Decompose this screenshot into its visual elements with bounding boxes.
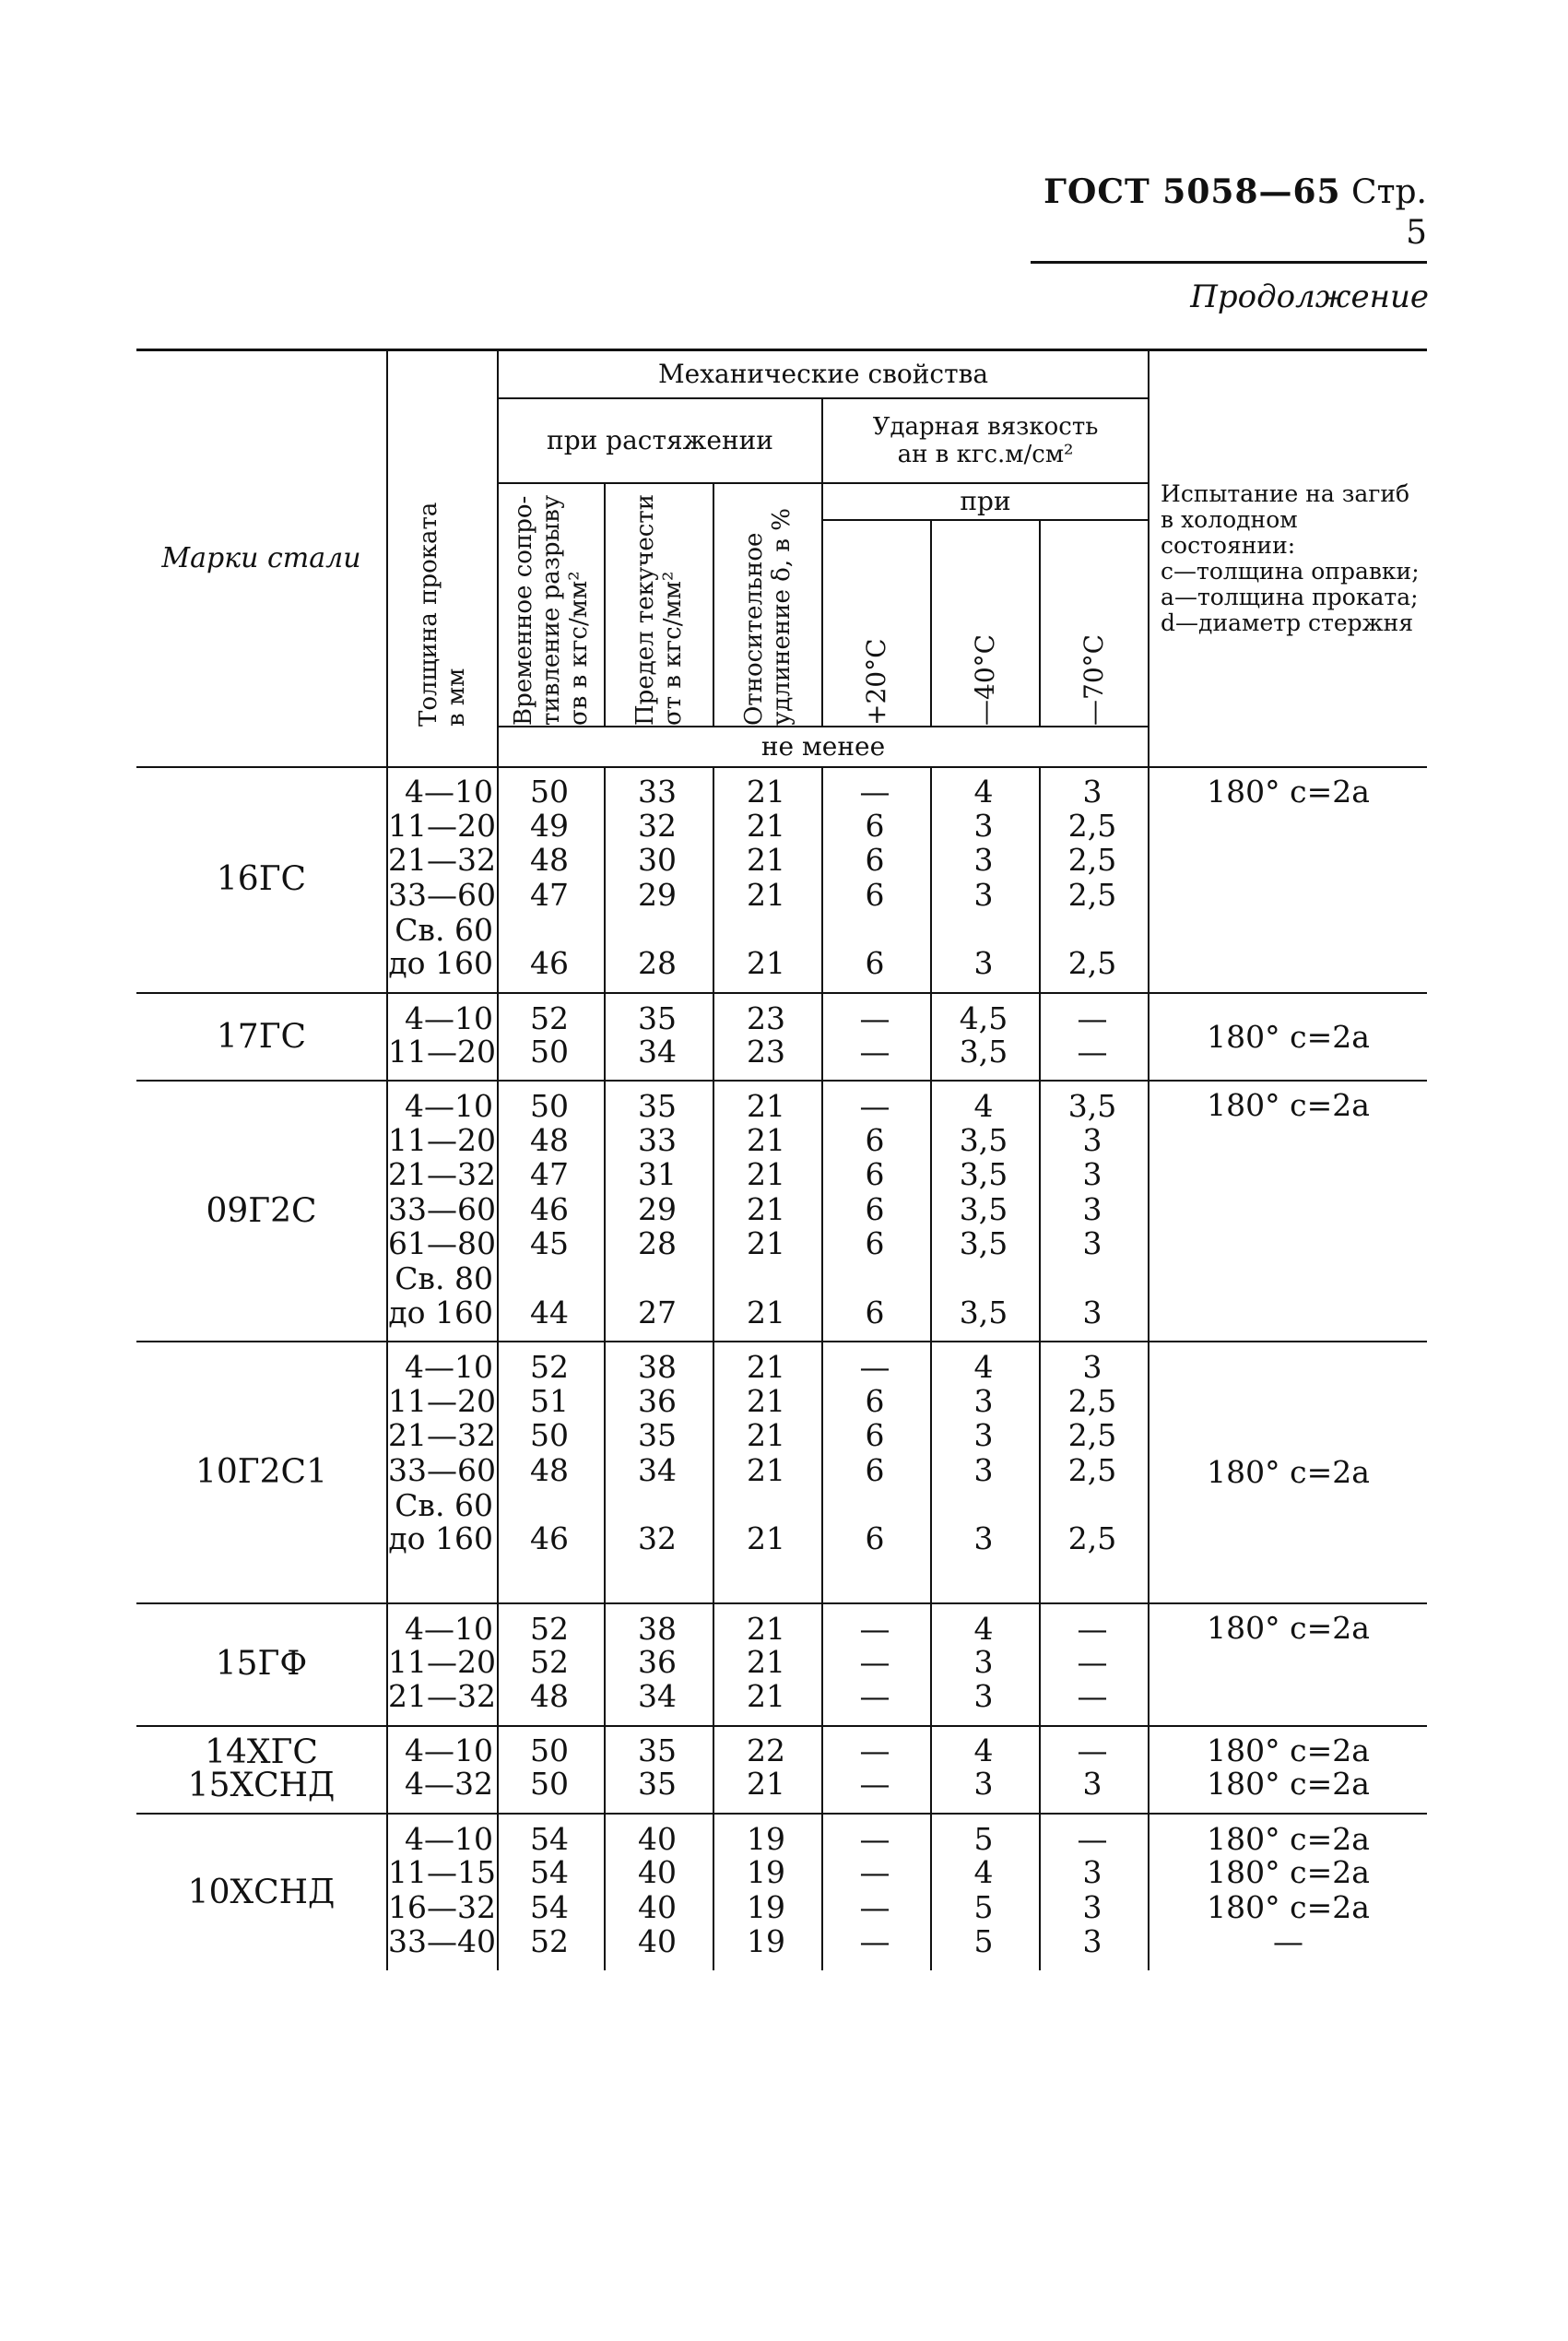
yield-point-cell: 36 — [605, 1384, 713, 1419]
thickness-cell: 11—20 — [387, 809, 498, 844]
elongation-cell: 21 — [713, 878, 822, 913]
yield-point-cell: 40 — [605, 1890, 713, 1925]
elongation-cell: 21 — [713, 844, 822, 879]
impact-plus20-cell: — — [822, 1680, 931, 1726]
tensile-strength-cell: 49 — [498, 809, 605, 844]
impact-minus70-cell: 2,5 — [1040, 947, 1149, 993]
impact-plus20-cell: 6 — [822, 1227, 931, 1262]
impact-strength-header: Ударная вязкость aн в кгс.м/см² — [822, 398, 1149, 483]
tensile-strength-cell: 45 — [498, 1227, 605, 1262]
impact-minus40-cell — [931, 1261, 1040, 1296]
tensile-strength-cell: 48 — [498, 844, 605, 879]
impact-minus40-cell: 5 — [931, 1814, 1040, 1856]
yield-point-cell: 29 — [605, 1192, 713, 1227]
thickness-cell: Св. 60 — [387, 1488, 498, 1523]
steel-brand: 14ХГС 15ХСНД — [136, 1726, 387, 1814]
elongation-cell: 21 — [713, 1157, 822, 1192]
impact-minus70-cell: — — [1040, 1603, 1149, 1646]
elongation-header: Относительное удлинение δ, в % — [713, 483, 822, 727]
impact-plus20-cell: — — [822, 1890, 931, 1925]
impact-minus40-cell: 4 — [931, 1081, 1040, 1123]
impact-plus20-cell: — — [822, 1925, 931, 1971]
elongation-cell: 21 — [713, 1453, 822, 1488]
thickness-cell: 11—20 — [387, 1384, 498, 1419]
thickness-cell: 11—20 — [387, 1035, 498, 1082]
elongation-cell: 19 — [713, 1856, 822, 1891]
impact-plus20-cell: — — [822, 1035, 931, 1082]
tensile-strength-cell: 50 — [498, 1035, 605, 1082]
impact-plus20-cell: — — [822, 993, 931, 1035]
steel-brand: 17ГС — [136, 993, 387, 1081]
thickness-cell: 33—60 — [387, 1453, 498, 1488]
yield-point-cell: 34 — [605, 1035, 713, 1082]
elongation-cell: 21 — [713, 1192, 822, 1227]
impact-plus20-cell: 6 — [822, 1419, 931, 1454]
elongation-cell: 21 — [713, 1296, 822, 1342]
bend-test-cell: 180° с=2а — [1149, 1081, 1427, 1342]
thickness-cell: до 160 — [387, 1522, 498, 1603]
impact-plus20-cell: — — [822, 1646, 931, 1681]
tension-header: при растяжении — [498, 398, 822, 483]
bend-test-cell: 180° с=2а — [1149, 1814, 1427, 1856]
yield-point-cell: 40 — [605, 1925, 713, 1971]
bend-test-cell: 180° с=2а — [1149, 1342, 1427, 1603]
tensile-strength-cell: 50 — [498, 767, 605, 810]
tensile-strength-cell: 47 — [498, 1157, 605, 1192]
thickness-cell: 4—10 — [387, 1726, 498, 1768]
impact-minus40-cell: 3,5 — [931, 1296, 1040, 1342]
tensile-strength-cell: 52 — [498, 1925, 605, 1971]
impact-plus20-cell: — — [822, 1726, 931, 1768]
elongation-cell: 22 — [713, 1726, 822, 1768]
yield-point-cell: 35 — [605, 1768, 713, 1814]
impact-plus20-cell: 6 — [822, 878, 931, 913]
impact-minus70-cell: — — [1040, 1726, 1149, 1768]
tensile-strength-cell: 50 — [498, 1768, 605, 1814]
tensile-strength-cell: 52 — [498, 1342, 605, 1384]
thickness-cell: 33—60 — [387, 1192, 498, 1227]
thickness-header-gap — [387, 727, 498, 767]
bend-test-header: Испытание на загиб в холодном состоянии: с—толщина оправки; а—толщина проката; d—диаметр стержня — [1149, 350, 1427, 767]
temp-minus70-header: —70°С — [1040, 520, 1149, 727]
impact-plus20-cell: 6 — [822, 1522, 931, 1603]
tensile-strength-cell: 48 — [498, 1123, 605, 1158]
thickness-cell: 21—32 — [387, 1680, 498, 1726]
impact-minus70-cell: 3 — [1040, 1342, 1149, 1384]
impact-minus40-cell: 3,5 — [931, 1227, 1040, 1262]
impact-plus20-cell — [822, 913, 931, 948]
impact-minus40-cell: 3 — [931, 878, 1040, 913]
tensile-strength-cell: 52 — [498, 993, 605, 1035]
thickness-cell: 4—32 — [387, 1768, 498, 1814]
tensile-strength-cell: 51 — [498, 1384, 605, 1419]
thickness-cell: 21—32 — [387, 1157, 498, 1192]
impact-minus70-cell: — — [1040, 1680, 1149, 1726]
impact-minus70-cell: — — [1040, 1035, 1149, 1082]
impact-minus70-cell: 3 — [1040, 1925, 1149, 1971]
yield-point-cell: 33 — [605, 1123, 713, 1158]
thickness-cell: 4—10 — [387, 1814, 498, 1856]
yield-point-header: Предел текучести σт в кгс/мм² — [605, 483, 713, 727]
impact-minus40-cell: 3 — [931, 1768, 1040, 1814]
bend-test-cell: 180° с=2а — [1149, 1768, 1427, 1814]
yield-point-cell — [605, 913, 713, 948]
impact-minus40-cell: 3 — [931, 1646, 1040, 1681]
elongation-cell: 19 — [713, 1890, 822, 1925]
impact-plus20-cell: — — [822, 1768, 931, 1814]
yield-point-cell: 35 — [605, 1726, 713, 1768]
tensile-strength-cell: 50 — [498, 1419, 605, 1454]
elongation-cell: 21 — [713, 1342, 822, 1384]
impact-minus70-cell: 3 — [1040, 1296, 1149, 1342]
tensile-strength-cell — [498, 913, 605, 948]
impact-minus40-cell: 3,5 — [931, 1192, 1040, 1227]
table-row — [136, 993, 1427, 1035]
yield-point-cell: 32 — [605, 809, 713, 844]
bend-test-cell: — — [1149, 1925, 1427, 1971]
impact-minus40-cell: 4 — [931, 767, 1040, 810]
elongation-cell: 21 — [713, 1646, 822, 1681]
thickness-cell: 21—32 — [387, 1419, 498, 1454]
elongation-cell: 21 — [713, 947, 822, 993]
yield-point-cell: 38 — [605, 1603, 713, 1646]
impact-minus70-cell: 2,5 — [1040, 1453, 1149, 1488]
elongation-cell: 21 — [713, 1522, 822, 1603]
tensile-strength-cell — [498, 1488, 605, 1523]
impact-minus40-cell: 3,5 — [931, 1035, 1040, 1082]
thickness-cell: 33—40 — [387, 1925, 498, 1971]
thickness-cell: 21—32 — [387, 844, 498, 879]
tensile-strength-cell: 47 — [498, 878, 605, 913]
yield-point-cell — [605, 1261, 713, 1296]
impact-plus20-cell: 6 — [822, 809, 931, 844]
impact-plus20-cell: — — [822, 1081, 931, 1123]
impact-minus40-cell: 3 — [931, 1453, 1040, 1488]
bend-test-cell: 180° с=2а — [1149, 767, 1427, 994]
temp-plus20-header: +20°С — [822, 520, 931, 727]
tensile-strength-cell: 54 — [498, 1890, 605, 1925]
impact-minus70-cell: 3 — [1040, 1157, 1149, 1192]
impact-minus70-cell: 2,5 — [1040, 809, 1149, 844]
table-row — [136, 1814, 1427, 1856]
thickness-cell: 4—10 — [387, 1342, 498, 1384]
impact-minus70-cell — [1040, 1488, 1149, 1523]
impact-plus20-cell: 6 — [822, 1384, 931, 1419]
impact-plus20-cell: — — [822, 1342, 931, 1384]
thickness-column-header: Толщина проката в мм — [387, 350, 498, 727]
impact-minus40-cell: 4,5 — [931, 993, 1040, 1035]
tensile-strength-cell: 44 — [498, 1296, 605, 1342]
elongation-cell: 21 — [713, 1603, 822, 1646]
elongation-cell: 19 — [713, 1925, 822, 1971]
tensile-strength-cell: 50 — [498, 1726, 605, 1768]
bend-test-cell: 180° с=2а — [1149, 1726, 1427, 1768]
tensile-strength-cell: 52 — [498, 1603, 605, 1646]
yield-point-cell: 32 — [605, 1522, 713, 1603]
tensile-strength-cell: 54 — [498, 1856, 605, 1891]
impact-plus20-cell: — — [822, 1814, 931, 1856]
impact-minus40-cell: 3 — [931, 809, 1040, 844]
impact-minus70-cell: 3 — [1040, 1227, 1149, 1262]
table-row — [136, 1603, 1427, 1646]
impact-minus40-cell: 3 — [931, 1522, 1040, 1603]
tensile-strength-cell: 52 — [498, 1646, 605, 1681]
yield-point-cell: 40 — [605, 1814, 713, 1856]
bend-test-cell: 180° с=2а — [1149, 1890, 1427, 1925]
impact-minus40-cell — [931, 913, 1040, 948]
impact-minus40-cell: 5 — [931, 1925, 1040, 1971]
impact-minus70-cell: 3 — [1040, 1192, 1149, 1227]
table-row — [136, 1726, 1427, 1768]
tensile-strength-cell: 46 — [498, 1192, 605, 1227]
tensile-strength-cell: 48 — [498, 1680, 605, 1726]
impact-plus20-cell: — — [822, 1603, 931, 1646]
thickness-cell: 4—10 — [387, 1603, 498, 1646]
table-row — [136, 1342, 1427, 1384]
yield-point-cell: 29 — [605, 878, 713, 913]
elongation-cell: 19 — [713, 1814, 822, 1856]
steel-brand: 09Г2С — [136, 1081, 387, 1342]
steel-brand: 15ГФ — [136, 1603, 387, 1726]
yield-point-cell: 36 — [605, 1646, 713, 1681]
impact-minus40-cell: 3 — [931, 1419, 1040, 1454]
elongation-cell: 21 — [713, 1768, 822, 1814]
bend-test-cell: 180° с=2а — [1149, 993, 1427, 1081]
impact-minus70-cell: 2,5 — [1040, 1522, 1149, 1603]
yield-point-cell: 35 — [605, 993, 713, 1035]
thickness-cell: 61—80 — [387, 1227, 498, 1262]
thickness-cell: Св. 60 — [387, 913, 498, 948]
impact-minus70-cell: 3 — [1040, 1856, 1149, 1891]
impact-plus20-cell: 6 — [822, 1192, 931, 1227]
impact-plus20-cell — [822, 1261, 931, 1296]
temp-minus40-header: —40°С — [931, 520, 1040, 727]
impact-minus40-cell: 3,5 — [931, 1157, 1040, 1192]
table-row — [136, 767, 1427, 810]
steel-brand: 16ГС — [136, 767, 387, 994]
impact-minus40-cell: 5 — [931, 1890, 1040, 1925]
elongation-cell: 21 — [713, 1227, 822, 1262]
yield-point-cell: 31 — [605, 1157, 713, 1192]
thickness-cell: Св. 80 — [387, 1261, 498, 1296]
impact-plus20-cell: 6 — [822, 947, 931, 993]
thickness-cell: 33—60 — [387, 878, 498, 913]
not-less-header: не менее — [498, 727, 1149, 767]
steel-brand: 10Г2С1 — [136, 1342, 387, 1603]
elongation-cell: 23 — [713, 1035, 822, 1082]
impact-at-header: при — [822, 483, 1149, 520]
impact-plus20-cell — [822, 1488, 931, 1523]
impact-minus40-cell: 3 — [931, 947, 1040, 993]
impact-minus40-cell — [931, 1488, 1040, 1523]
impact-minus70-cell: 2,5 — [1040, 1384, 1149, 1419]
tensile-strength-cell: 46 — [498, 947, 605, 993]
tensile-strength-cell: 54 — [498, 1814, 605, 1856]
bend-test-cell: 180° с=2а — [1149, 1856, 1427, 1891]
elongation-cell — [713, 913, 822, 948]
tensile-strength-cell — [498, 1261, 605, 1296]
yield-point-cell: 33 — [605, 767, 713, 810]
yield-point-cell: 34 — [605, 1680, 713, 1726]
impact-plus20-cell: — — [822, 1856, 931, 1891]
impact-plus20-cell: 6 — [822, 1123, 931, 1158]
impact-minus40-cell: 4 — [931, 1342, 1040, 1384]
yield-point-cell: 38 — [605, 1342, 713, 1384]
impact-minus70-cell: 3 — [1040, 767, 1149, 810]
impact-minus40-cell: 4 — [931, 1726, 1040, 1768]
thickness-cell: 4—10 — [387, 993, 498, 1035]
impact-minus70-cell: 3 — [1040, 1768, 1149, 1814]
impact-minus70-cell: — — [1040, 1646, 1149, 1681]
elongation-cell: 23 — [713, 993, 822, 1035]
yield-point-cell: 28 — [605, 947, 713, 993]
impact-minus40-cell: 3 — [931, 844, 1040, 879]
elongation-cell — [713, 1261, 822, 1296]
yield-point-cell: 35 — [605, 1081, 713, 1123]
impact-minus70-cell — [1040, 913, 1149, 948]
tensile-strength-cell: 46 — [498, 1522, 605, 1603]
thickness-cell: до 160 — [387, 1296, 498, 1342]
yield-point-cell: 30 — [605, 844, 713, 879]
mechanical-properties-table — [136, 349, 1427, 1970]
thickness-cell: до 160 — [387, 947, 498, 993]
impact-minus70-cell: — — [1040, 993, 1149, 1035]
table-body — [136, 767, 1427, 1971]
yield-point-cell: 28 — [605, 1227, 713, 1262]
elongation-cell: 21 — [713, 1081, 822, 1123]
impact-minus70-cell: — — [1040, 1814, 1149, 1856]
impact-minus70-cell: 3 — [1040, 1890, 1149, 1925]
tensile-strength-cell: 50 — [498, 1081, 605, 1123]
page-number: Стр. 5 — [1351, 173, 1427, 252]
impact-minus70-cell: 2,5 — [1040, 878, 1149, 913]
elongation-cell — [713, 1488, 822, 1523]
elongation-cell: 21 — [713, 1419, 822, 1454]
thickness-cell: 11—20 — [387, 1646, 498, 1681]
impact-plus20-cell: 6 — [822, 1296, 931, 1342]
impact-minus70-cell: 3,5 — [1040, 1081, 1149, 1123]
elongation-cell: 21 — [713, 809, 822, 844]
elongation-cell: 21 — [713, 1680, 822, 1726]
thickness-cell: 11—15 — [387, 1856, 498, 1891]
tensile-strength-cell: 48 — [498, 1453, 605, 1488]
impact-minus70-cell — [1040, 1261, 1149, 1296]
impact-plus20-cell: — — [822, 767, 931, 810]
yield-point-cell — [605, 1488, 713, 1523]
elongation-cell: 21 — [713, 1384, 822, 1419]
standard-number: ГОСТ 5058—65 — [1043, 172, 1341, 211]
impact-minus70-cell: 3 — [1040, 1123, 1149, 1158]
page-header — [1031, 171, 1427, 264]
yield-point-cell: 34 — [605, 1453, 713, 1488]
elongation-cell: 21 — [713, 1123, 822, 1158]
thickness-cell: 11—20 — [387, 1123, 498, 1158]
tensile-strength-header: Временное сопро- тивление разрыву σв в кгс/мм² — [498, 483, 605, 727]
impact-minus40-cell: 4 — [931, 1603, 1040, 1646]
impact-minus70-cell: 2,5 — [1040, 844, 1149, 879]
yield-point-cell: 40 — [605, 1856, 713, 1891]
impact-plus20-cell: 6 — [822, 844, 931, 879]
thickness-cell: 16—32 — [387, 1890, 498, 1925]
mechanical-properties-header: Механические свойства — [498, 350, 1149, 398]
impact-minus40-cell: 4 — [931, 1856, 1040, 1891]
thickness-cell: 4—10 — [387, 767, 498, 810]
elongation-cell: 21 — [713, 767, 822, 810]
brand-column-header: Марки стали — [136, 350, 387, 767]
impact-minus70-cell: 2,5 — [1040, 1419, 1149, 1454]
impact-minus40-cell: 3,5 — [931, 1123, 1040, 1158]
bend-test-cell: 180° с=2а — [1149, 1603, 1427, 1726]
yield-point-cell: 27 — [605, 1296, 713, 1342]
impact-plus20-cell: 6 — [822, 1453, 931, 1488]
thickness-cell: 4—10 — [387, 1081, 498, 1123]
continuation-label: Продолжение — [1190, 278, 1429, 315]
impact-minus40-cell: 3 — [931, 1680, 1040, 1726]
steel-brand: 10ХСНД — [136, 1814, 387, 1970]
table-row — [136, 1081, 1427, 1123]
impact-minus40-cell: 3 — [931, 1384, 1040, 1419]
yield-point-cell: 35 — [605, 1419, 713, 1454]
impact-plus20-cell: 6 — [822, 1157, 931, 1192]
